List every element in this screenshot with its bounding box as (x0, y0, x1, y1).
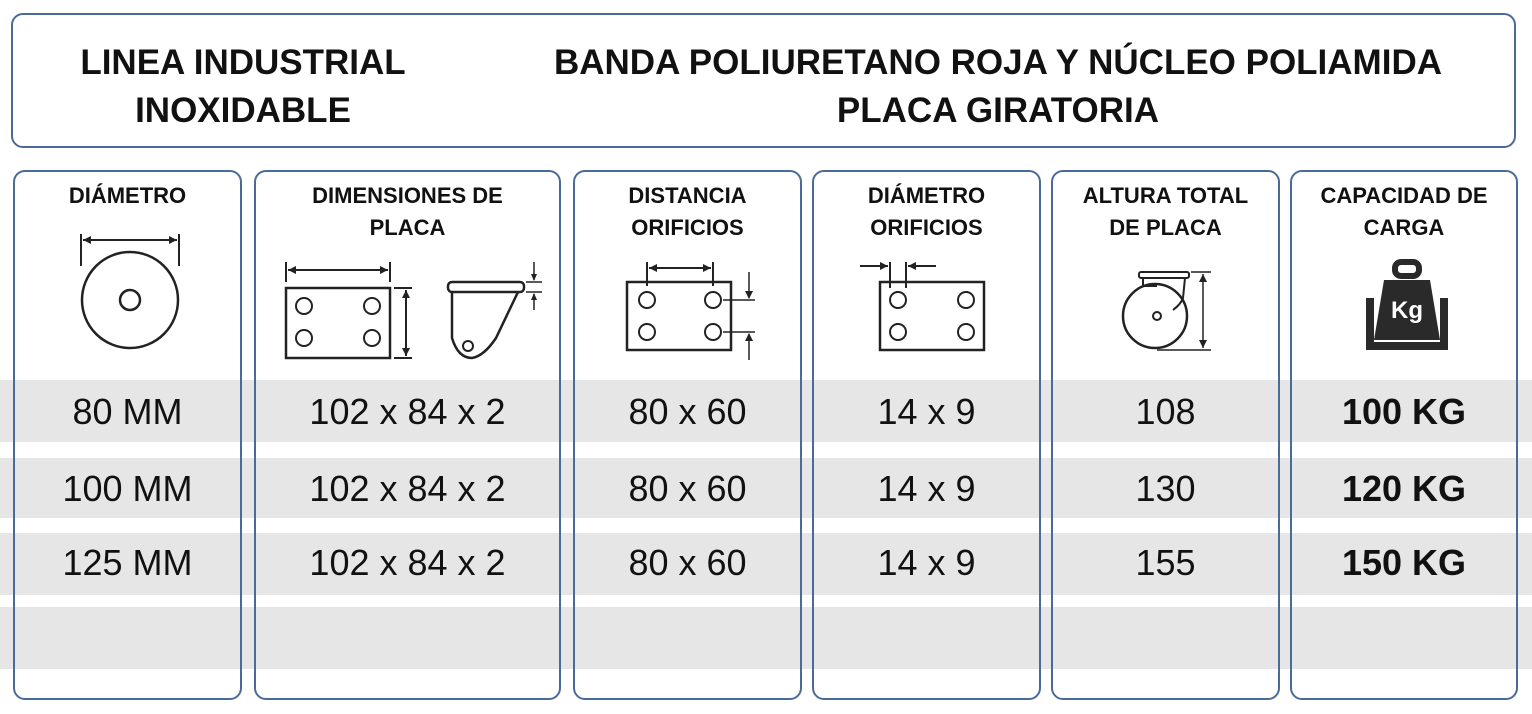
column-header: DIÁMETRO (68, 183, 187, 208)
column-header: DISTANCIA ORIFICIOS (628, 183, 747, 240)
cell-diametro: 100 MM (62, 468, 193, 509)
column-header: CAPACIDAD DE CARGA (1320, 183, 1488, 240)
product-description-1: BANDA POLIURETANO ROJA Y NÚCLEO POLIAMIDA (553, 43, 1442, 82)
cell-altura: 155 (1135, 542, 1196, 583)
cell-carga: 150 KG (1341, 542, 1467, 583)
cell-diam-orificios: 14 x 9 (877, 542, 976, 583)
cell-carga: 100 KG (1341, 391, 1467, 432)
plate-dimensions-icon (282, 258, 552, 364)
hole-distance-icon (623, 258, 763, 364)
hole-diameter-icon (856, 258, 996, 364)
product-description-2: PLACA GIRATORIA (836, 91, 1160, 130)
total-height-icon (1117, 268, 1227, 356)
cell-distancia: 80 x 60 (628, 468, 747, 509)
column-header: ALTURA TOTAL DE PLACA (1082, 183, 1249, 240)
column-dimensiones (254, 170, 561, 700)
cell-diam-orificios: 14 x 9 (877, 468, 976, 509)
product-line-title-1: LINEA INDUSTRIAL (80, 43, 406, 82)
header-box (11, 13, 1516, 148)
product-line-title (13, 39, 473, 135)
column-altura (1051, 170, 1280, 700)
column-carga (1290, 170, 1518, 700)
cell-diametro: 125 MM (62, 542, 193, 583)
column-header: DIMENSIONES DE PLACA (312, 183, 503, 240)
cell-diam-orificios: 14 x 9 (877, 391, 976, 432)
cell-distancia: 80 x 60 (628, 542, 747, 583)
product-description-title (483, 39, 1513, 135)
cell-dimensiones: 102 x 84 x 2 (309, 468, 506, 509)
column-diametro-orificios (812, 170, 1041, 700)
cell-carga: 120 KG (1341, 468, 1467, 509)
product-line-title-2: INOXIDABLE (135, 91, 351, 130)
wheel-diameter-icon (75, 230, 185, 352)
cell-altura: 108 (1135, 391, 1196, 432)
cell-dimensiones: 102 x 84 x 2 (309, 391, 506, 432)
cell-distancia: 80 x 60 (628, 391, 747, 432)
column-distancia (573, 170, 802, 700)
kg-label: Kg (1391, 297, 1423, 324)
cell-altura: 130 (1135, 468, 1196, 509)
column-diametro (13, 170, 242, 700)
column-header: DIÁMETRO ORIFICIOS (867, 183, 986, 240)
weight-kg-icon (1362, 258, 1452, 354)
cell-diametro: 80 MM (72, 391, 183, 432)
cell-dimensiones: 102 x 84 x 2 (309, 542, 506, 583)
